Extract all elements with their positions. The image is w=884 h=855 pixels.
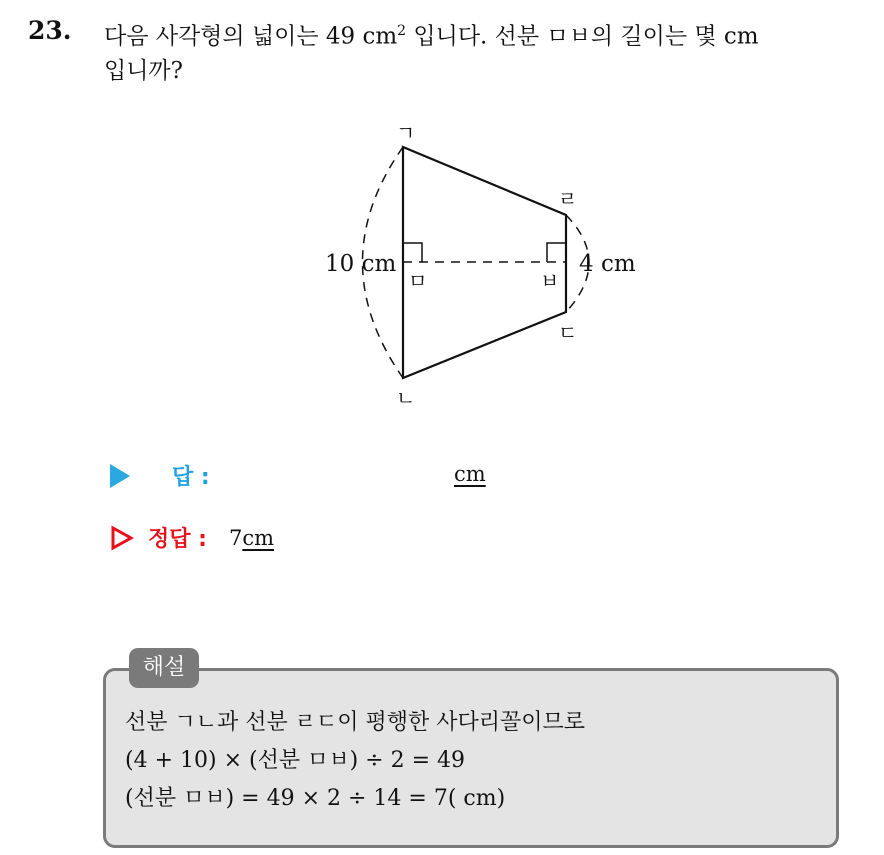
answer-row [110, 460, 486, 491]
point-label-e: ㅁ [408, 269, 428, 293]
point-label-f: ㅂ [540, 269, 560, 293]
vertex-label-d: ㄹ [558, 187, 578, 211]
correct-answer-value: 7 [228, 525, 243, 550]
explanation-line-3: (선분 ㅁㅂ) = 49 × 2 ÷ 14 = 7( cm) [125, 786, 506, 811]
outline-marker-icon [110, 525, 134, 551]
right-angle-mark-left [403, 243, 422, 262]
answer-label: 답 : [172, 465, 210, 490]
right-length-label: 4 cm [579, 251, 636, 277]
answer-unit: cm [454, 462, 486, 486]
vertex-label-c: ㄷ [558, 321, 578, 345]
question-line-2: 입니까? [104, 57, 183, 84]
question-number: 23. [28, 16, 72, 45]
correct-answer-row [110, 522, 274, 553]
explanation-line-1: 선분 ㄱㄴ과 선분 ㄹㄷ이 평행한 사다리꼴이므로 [125, 710, 586, 735]
explanation-tab: 해설 [129, 648, 199, 688]
left-length-label: 10 cm [325, 251, 397, 277]
correct-answer-unit: cm [242, 525, 275, 550]
vertex-label-a: ㄱ [396, 121, 416, 145]
vertex-label-b: ㄴ [396, 386, 416, 410]
play-marker-icon [110, 464, 130, 488]
correct-answer-label: 정답 : [148, 527, 207, 552]
question-line-1-rest: 입니다. 선분 ㅁㅂ의 길이는 몇 cm [406, 23, 759, 50]
explanation-text [125, 704, 585, 818]
question-superscript: 2 [397, 23, 407, 39]
right-angle-mark-right [547, 243, 566, 262]
explanation-line-2: (4 + 10) × (선분 ㅁㅂ) ÷ 2 = 49 [125, 748, 465, 773]
question-line-1-main: 다음 사각형의 넓이는 49 cm [104, 23, 398, 50]
